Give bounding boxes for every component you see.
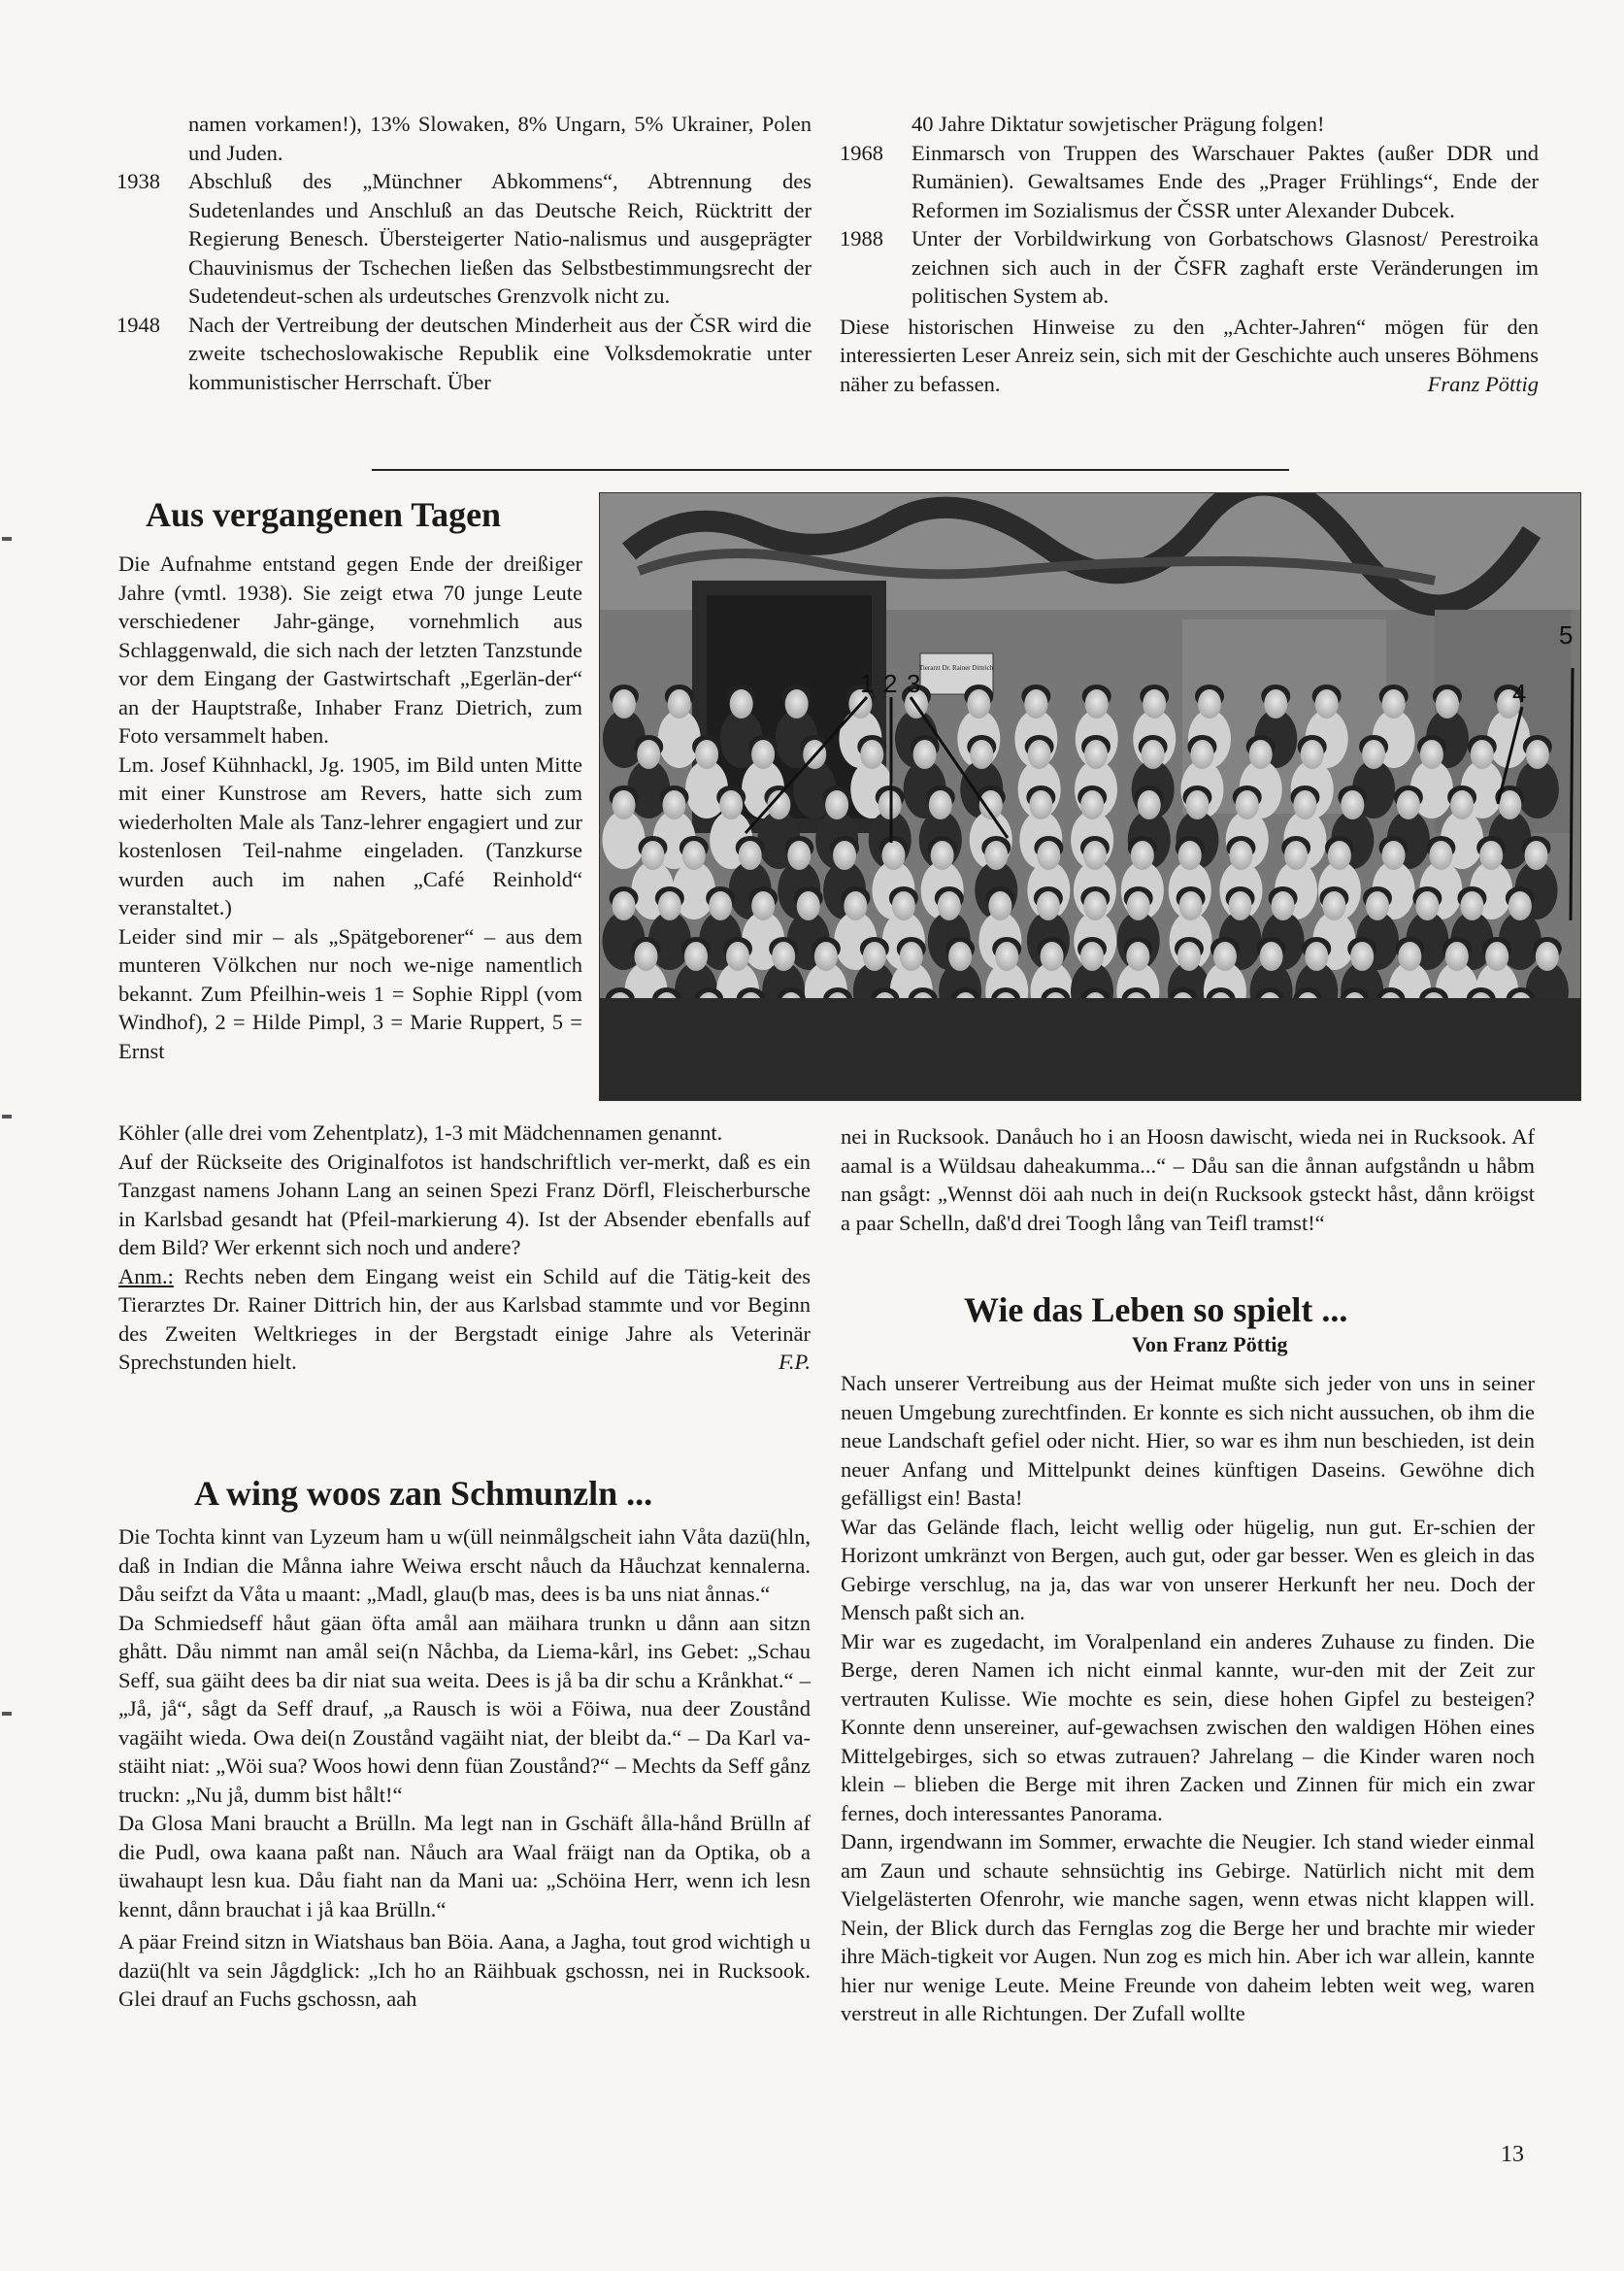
section-divider [372,469,1289,471]
person-face [1397,790,1420,819]
article-title-aus-vergangenen-tagen: Aus vergangenen Tagen [146,495,502,534]
timeline-text: Unter der Vorbildwirkung von Gorbatschows Glasnost/ Perestroika zeichnen sich auch in der ČSFR zaghaft erste Veränderungen im politischen System ab. [911,226,1539,308]
person-face [892,891,915,920]
article1-paragraph: Köhler (alle drei vom Zehentplatz), 1-3 mit Mädchennamen genannt. [118,1120,723,1145]
article1-paragraph: Auf der Rückseite des Originalfotos ist handschriftlich ver-merkt, daß es ein Tanzgast namens Johann Lang an seinen Spezi Franz Dörfl, Fleischerbursche in Karlsbad gesandt hat (Pfeil-markierung 4). Ist der Absender ebenfalls auf dem Bild? Wer erkennt sich noch und andere? [118,1149,811,1259]
person-face [1260,942,1283,971]
article3-paragraph: War das Gelände flach, leicht wellig oder hügelig, nun gut. Er-schien der Horizont umkränzt von Bergen, auch gut, oder gar besser. Wen es gleich in das Gebirge verschlug, na ja, das war von unserer Herkunft her neu. Doch der Mensch paßt sich an. [841,1514,1535,1624]
article2-paragraph: Da Glosa Mani braucht a Brülln. Ma legt nan in Gschäft ålla-hånd Brülln af die Pudl, owa kaana paßt nan. Nåuch ara Waal fräigt nan da Optika, ob a üwahaupt lesn kua. Dåu fiaht nan da Mani ua: „Schöina Herr, wenn ich lesn kennt, dånn brauchat i jå kaa Brülln.“ [118,1811,811,1921]
person-face [1328,841,1351,870]
timeline-year: 1938 [116,169,160,193]
person-face [1185,790,1209,819]
timeline-entry [116,311,812,397]
person-face [1366,891,1389,920]
person-face [1415,891,1439,920]
person-face [1029,790,1052,819]
article1-paragraph: Die Aufnahme entstand gegen Ende der dreißiger Jahre (vmtl. 1938). Sie zeigt etwa 70 junge Leute verschiedener Jahr-gänge, vornehmlich aus Schlaggenwald, die sich nach der letzten Tanzstunde vor dem Eingang der Gastwirtschaft „Egerlän-der“ an der Hauptstraße, Inhaber Franz Dietrich, zum Foto versammelt haben. [118,551,582,748]
person-face [1362,740,1385,769]
person-face [1229,841,1252,870]
person-face [1142,740,1165,769]
person-face [967,689,990,718]
person-face [751,891,775,920]
person-face [1436,689,1459,718]
person-face [637,740,660,769]
person-face [1127,891,1150,920]
article2-paragraph: nei in Rucksook. Danåuch ho i an Hoosn dawischt, wieda nei in Rucksook. Af aamal is a Wüldsau daheakumma...“ – Dåu san die ånnan aufgståndn u håbm nan gsågt: „Wennst döi aah nuch in dei(n Rucksook gsteckt håst, dånn kröigst a paar Schelln, daß'd drei Toogh lång van Teifl tramst!“ [841,1124,1535,1235]
arrow-label: 2 [883,669,898,698]
person-face [825,790,848,819]
person-face [1138,790,1161,819]
person-face [844,891,867,920]
person-face [1284,841,1308,870]
person-face [1382,689,1406,718]
timeline-year: 1988 [840,226,883,250]
arrow-label: 3 [907,669,921,698]
person-face [613,790,636,819]
person-face [1485,942,1508,971]
person-face [1080,790,1104,819]
person-face [1272,891,1295,920]
person-face [1479,841,1503,870]
person-face [929,790,952,819]
person-face [900,942,923,971]
person-face [1143,689,1166,718]
person-face [719,790,743,819]
article2-paragraph: A päar Freind sitzn in Wiatshaus ban Böia. Aana, a Jagha, tout grod wichtigh u dazü(hlt va sein Jågdglick: „Ich ho an Räihbuak gschossn, nei in Rucksook. Glei drauf an Fuchs gschossn, aah [118,1929,811,2011]
person-face [988,891,1011,920]
article1-signature: F.P. [779,1350,811,1374]
person-face [1341,790,1364,819]
article1-paragraph: Leider sind mir – als „Spätgeborener“ – aus dem munteren Völkchen nur noch we-nige namentlich bekannt. Zum Pfeilhin-weis 1 = Sophie Rippl (vom Windhof), 2 = Hilde Pimpl, 3 = Marie Ruppert, 5 = Ernst [118,923,582,1063]
person-face [1177,942,1201,971]
timeline-year: 1968 [840,140,883,165]
person-face [1131,841,1154,870]
person-face [641,841,664,870]
person-face [1126,942,1149,971]
person-face [1429,841,1452,870]
timeline-text: Einmarsch von Truppen des Warschauer Paktes (außer DDR und Rumänien). Gewaltsames Ende des „Prager Frühlings“, Ende der Reformen im Sozialismus der ČSSR unter Alexander Dubcek. [911,140,1539,222]
timeline-year: 1948 [116,312,160,337]
article2-body-continued [841,1122,1535,1237]
timeline-text: Nach der Vertreibung der deutschen Minderheit aus der ČSR wird die zweite tschechoslowakische Republik eine Volksdemokratie unter kommunistischer Herrschaft. Über [188,312,812,394]
page-number: 13 [1501,2142,1524,2167]
article3-byline: Von Franz Pöttig [1132,1332,1288,1356]
person-face [695,740,718,769]
timeline-entry [116,110,812,167]
person-face [1450,790,1474,819]
article2-paragraph: Da Schmiedseff håut gäan öfta amål aan mäihara trunkn u dånn aan sitzn ghått. Dåu nimmt nan amål sei(n Nåchba, da Liema-kårl, ins Gebet: „Schau Seff, sua gäiht dees ba dir niat sua weita. Dees is jå ba dir schu a Krånkhat.“ – „Jå, jå“, sågt da Seff drauf, „a Rausch is wöi a Föiwa, nua deer Zoustånd vagäiht wieda. Owa dei(n Zoustånd vagäiht niat, der bleibt da.“ – Da Karl va-stäiht niat: „Wöi sua? Woos howi denn füan Zoustånd?“ – Mechts da Seff gånz truckn: „Nu jå, dumm bist hålt!“ [118,1610,811,1807]
history-outro: Diese historischen Hinweise zu den „Achter-Jahren“ mögen für den interessierten Leser Anreiz sein, sich mit der Geschichte auch unseres Böhmens näher zu befassen. Franz Pöttig [840,313,1539,399]
article3-paragraph: Mir war es zugedacht, im Voralpenland ein anderes Zuhause zu finden. Die Berge, deren Namen ich nicht einmal kannte, wur-den mit der Zeit zur vertrauten Kulisse. Wie mochte es sein, diese hohen Gipfel zu besteigen? Konnte denn unsereiner, auf-gewachsen zwischen den waldigen Höhen eines Mittelgebirges, sich so etwas zutrauen? Jahrelang – die Kinder waren noch klein – blieben die Berge mit ihren Zacken und Zinnen für mich ein zwar fernes, doch interessantes Panorama. [841,1628,1535,1825]
person-face [1037,841,1060,870]
person-face [787,841,811,870]
person-face [739,841,762,870]
person-face [1536,942,1559,971]
person-face [970,740,993,769]
person-face [995,942,1018,971]
note-label: Anm.: [118,1263,174,1288]
person-face [1028,740,1051,769]
article2-paragraph: Die Tochta kinnt van Lyzeum ham u w(üll neinmålgscheit iahn Våta dazü(hln, daß in Indian die Månna iahre Weiwa erscht nåuch da Håuchzat kennalerna. Dåu seifzt da Våta u maant: „Madl, glau(b mas, dees is ba uns niat ånnas.“ [118,1524,811,1606]
person-face [730,689,753,718]
person-face [1236,790,1259,819]
person-face [984,841,1008,870]
article3-body [841,1369,1535,2028]
person-face [1525,841,1548,870]
person-face [1508,891,1532,920]
person-face [1229,891,1252,920]
article-title-a-wing-woos: A wing woos zan Schmunzln ... [194,1474,653,1513]
binding-mark [2,1115,12,1119]
photo-illustration [600,493,1580,1100]
timeline-text: 40 Jahre Diktatur sowjetischer Prägung folgen! [911,112,1325,136]
person-face [833,841,856,870]
person-face [1190,740,1213,769]
person-face [860,740,883,769]
timeline-year [116,110,188,167]
person-face [1382,841,1406,870]
person-face [1083,891,1107,920]
person-face [881,841,905,870]
person-face [1398,942,1421,971]
person-face [1264,689,1287,718]
veterinarian-sign-text: Tierarzt Dr. Rainer Dittrich [918,664,994,672]
person-face [814,942,838,971]
article1-body-bottom [118,1119,811,1377]
person-face [1293,790,1316,819]
person-face [1420,740,1443,769]
person-face [613,689,636,718]
person-face [1315,689,1339,718]
person-face [613,891,636,920]
person-face [684,942,708,971]
person-face [1350,942,1374,971]
person-face [1179,891,1203,920]
timeline-entry [840,110,1539,139]
person-face [1085,689,1109,718]
article2-body [118,1522,811,2014]
binding-mark [2,1712,12,1716]
person-face [1198,689,1221,718]
person-face [1084,740,1108,769]
person-face [1037,891,1060,920]
person-face [709,891,732,920]
history-timeline-right [840,110,1539,398]
person-face [1471,740,1494,769]
person-face [948,942,972,971]
person-face [1083,841,1107,870]
arrow-label: 4 [1512,679,1527,708]
person-face [751,740,775,769]
person-face [1080,942,1104,971]
timeline-text: namen vorkamen!), 13% Slowaken, 8% Ungarn, 5% Ukrainer, Polen und Juden. [188,112,812,165]
person-face [931,841,954,870]
arrow-label: 5 [1559,620,1574,650]
person-face [1460,891,1483,920]
timeline-year [840,110,911,139]
person-face [726,942,749,971]
person-face [1213,942,1237,971]
person-face [1498,790,1521,819]
person-face [1301,740,1324,769]
person-face [668,689,691,718]
article1-paragraph: Lm. Josef Kühnhackl, Jg. 1905, im Bild unten Mitte mit einer Kunstrose am Revers, hatte sich zum wiederholten Male als Tanz-lehrer engagiert und zur kostenlosen Teil-nahme eingeladen. (Tanzkurse wurden auch im nahen „Café Reinhold“ veranstaltet.) [118,751,582,919]
person-face [772,942,795,971]
person-face [1322,891,1345,920]
person-face [938,891,961,920]
person-face [785,689,809,718]
history-timeline-left [116,110,812,396]
timeline-entry [840,139,1539,225]
person-face [682,841,706,870]
article1-note: Anm.: Rechts neben dem Eingang weist ein Schild auf die Tätig-keit des Tierarztes Dr. Rainer Dittrich hin, der aus Karlsbad stammte und vor Beginn des Zweiten Weltkrieges in der Bergstadt einige Jahre als Veterinär Sprechstunden hielt. F.P. [118,1262,811,1377]
binding-mark [2,537,12,541]
person-face [1178,841,1202,870]
timeline-entry [840,224,1539,311]
person-face [797,891,820,920]
arrow-label: 1 [860,669,875,698]
article-title-wie-das-leben: Wie das Leben so spielt ... [964,1290,1348,1329]
historical-group-photo [599,492,1581,1101]
article1-body-top [118,550,582,1065]
person-face [913,740,937,769]
person-face [658,891,681,920]
person-face [1445,942,1469,971]
person-face [1041,942,1064,971]
person-face [863,942,886,971]
person-face [1305,942,1328,971]
person-face [1249,740,1273,769]
history-signature: Franz Pöttig [1427,371,1539,396]
person-face [1024,689,1047,718]
article3-paragraph: Nach unserer Vertreibung aus der Heimat mußte sich jeder von uns in seiner neuen Umgebung zurechtfinden. Er konnte es sich nicht aussuchen, ob ihm die neue Landschaft gefiel oder nicht. Hier, so war es ihm nun beschieden, ist dein neuer Anfang und Mittelpunkt deines künftigen Daseins. Gewöhne dich gefälligst ein! Basta! [841,1371,1535,1510]
person-face [634,942,657,971]
timeline-text: Abschluß des „Münchner Abkommens“, Abtrennung des Sudetenlandes und Anschluß an das Deutsche Reich, Rücktritt der Regierung Benesch. Übersteigerter Natio-nalismus und ausgeprägter Chauvinismus der Tschechen ließen das Selbstbestimmungsrecht der Sudetendeut-schen als urdeutsches Grenzvolk nicht zu. [188,169,812,308]
article3-paragraph: Dann, irgendwann im Sommer, erwachte die Neugier. Ich stand wieder einmal am Zaun und schaute sehnsüchtig ins Gebirge. Natürlich nicht mit dem Vielgelästerten Ofenrohr, wie manche sagen, wenn etwas nicht klappen will. Nein, der Blick durch das Fernglas zog die Berge her und brachte mir wieder ihre Mäch-tigkeit vor Augen. Nun zog es mich hin. Aber ich war allein, kannte hier nur wenige Leute. Meine Freunde von daheim lebten weit weg, waren verstreut in alle Richtungen. Der Zufall wollte [841,1829,1535,2025]
person-face [1526,740,1549,769]
person-face [663,790,686,819]
timeline-entry [116,167,812,311]
